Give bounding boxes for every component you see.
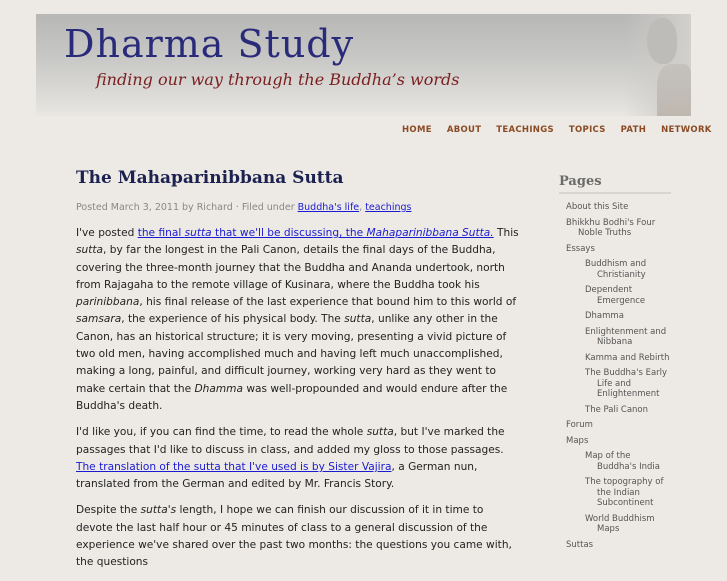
- post-title[interactable]: The Mahaparinibbana Sutta: [76, 168, 344, 188]
- page-link[interactable]: World Buddhism Maps: [585, 513, 655, 534]
- page-link[interactable]: Enlightenment and Nibbana: [585, 326, 667, 347]
- paragraph-2: [76, 424, 521, 493]
- sidebar: [559, 174, 671, 555]
- italic-term: sutta: [76, 244, 104, 257]
- text: , his final release of the last experience that bound him to this world of: [139, 296, 517, 309]
- text: , but I've marked the passages that I'd like to discuss in class, and added my gloss to those passages.: [76, 426, 505, 456]
- link-text-italic: Mahaparinibbana Sutta.: [366, 227, 494, 239]
- page-item-map-of-buddhas-india[interactable]: [559, 451, 671, 472]
- nav-home[interactable]: HOME: [402, 125, 432, 135]
- page-link[interactable]: Maps: [566, 435, 589, 446]
- italic-term: parinibbana: [76, 296, 140, 309]
- post-meta: [76, 202, 521, 213]
- page-link[interactable]: The Pali Canon: [585, 404, 649, 415]
- text: This: [493, 227, 519, 239]
- site-title[interactable]: Dharma Study: [64, 22, 355, 66]
- text: I've posted: [76, 227, 138, 239]
- text: I'd like you, if you can find the time, to read the whole: [76, 426, 367, 439]
- page-item-enlightenment-and-nibbana[interactable]: [559, 327, 671, 348]
- page-item-world-buddhism-maps[interactable]: [559, 514, 671, 535]
- translation-link[interactable]: The translation of the sutta that I've used is by Sister Vajira: [76, 460, 392, 473]
- text: , unlike any other in the Canon, has an historical structure; it is very moving, presenting a vivid picture of two old men, having accomplished much and having left much unaccomplished, making a long, painful, and difficult journey, working very hard as they went to make certain that the: [76, 313, 507, 395]
- text: was well-propounded and would endure after the Buddha's death.: [76, 382, 508, 412]
- link-text: the final: [137, 227, 185, 239]
- page-link[interactable]: The Buddha's Early Life and Enlightenment: [585, 368, 668, 399]
- italic-term: sutta's: [140, 504, 177, 517]
- text: , by far the longest in the Pali Canon, details the final days of the Buddha, covering the three-month journey that the Buddha and Ananda undertook, north from Rajagaha to the remote village of Kusinara, where the Buddha took his: [76, 244, 505, 291]
- nav-teachings[interactable]: TEACHINGS: [496, 125, 554, 135]
- page-item-kamma-and-rebirth[interactable]: [559, 353, 671, 364]
- nav-network[interactable]: NETWORK: [661, 125, 712, 135]
- page-item-pali-canon[interactable]: [559, 405, 671, 416]
- paragraph-1: [76, 225, 521, 415]
- page-link[interactable]: Suttas: [566, 539, 594, 550]
- buddha-head-shape: [647, 18, 677, 64]
- italic-term: samsara: [76, 313, 122, 326]
- page-item-dependent-emergence[interactable]: [559, 285, 671, 306]
- page-item-dhamma[interactable]: [559, 311, 671, 322]
- link-text-italic: sutta: [184, 227, 212, 239]
- sidebar-heading-pages: Pages: [559, 174, 671, 194]
- post-meta-text: Posted March 3, 2011 by Richard · Filed under: [76, 202, 298, 213]
- pages-list: [559, 202, 671, 550]
- page-link[interactable]: Bhikkhu Bodhi's Four Noble Truths: [566, 217, 656, 238]
- nav-path[interactable]: PATH: [620, 125, 647, 135]
- italic-term: sutta: [366, 426, 394, 439]
- italic-term: Dhamma: [194, 382, 243, 395]
- category-link-teachings[interactable]: teachings: [365, 202, 412, 213]
- nav-about[interactable]: ABOUT: [446, 125, 482, 135]
- meta-separator: ,: [359, 202, 366, 213]
- site-tagline: finding our way through the Buddha’s words: [96, 70, 460, 89]
- page-link[interactable]: Dependent Emergence: [585, 285, 646, 306]
- text: Despite the: [76, 504, 141, 517]
- page-link[interactable]: Kamma and Rebirth: [585, 352, 670, 363]
- buddha-body-shape: [657, 64, 691, 116]
- paragraph-3: [76, 502, 521, 571]
- italic-term: sutta: [344, 313, 372, 326]
- link-text: that we'll be discussing, the: [211, 227, 367, 239]
- category-link-buddhas-life[interactable]: Buddha's life: [297, 202, 360, 213]
- page-item-maps[interactable]: [559, 436, 671, 447]
- page-item-essays[interactable]: [559, 244, 671, 255]
- post-body: [76, 225, 521, 572]
- final-sutta-link[interactable]: [138, 227, 494, 239]
- page-link[interactable]: Map of the Buddha's India: [585, 451, 660, 472]
- text: , the experience of his physical body. The: [121, 313, 345, 326]
- page-item-buddhas-early-life[interactable]: [559, 368, 671, 400]
- page-link[interactable]: Buddhism and Christianity: [585, 259, 647, 280]
- page-link[interactable]: Dhamma: [585, 311, 624, 321]
- page-item-about-this-site[interactable]: [559, 202, 671, 213]
- page-link[interactable]: The topography of the Indian Subcontinent: [585, 477, 664, 508]
- main-nav: [402, 125, 727, 135]
- main-content: [76, 168, 521, 581]
- page-item-four-noble-truths[interactable]: [559, 218, 671, 239]
- page-item-buddhism-and-christianity[interactable]: [559, 259, 671, 280]
- page-link[interactable]: About this Site: [566, 202, 629, 212]
- page-item-topography-indian-subcontinent[interactable]: [559, 477, 671, 509]
- nav-topics[interactable]: TOPICS: [568, 125, 606, 135]
- page-link[interactable]: Forum: [566, 420, 593, 430]
- site-header-banner[interactable]: [36, 14, 691, 116]
- text: , a German nun, translated from the German and edited by Mr. Francis Story.: [76, 460, 478, 491]
- page-item-forum[interactable]: [559, 420, 671, 431]
- text: length, I hope we can finish our discussion of it in time to devote the last half hour or 45 minutes of class to a general discussion of the experience we've shared over the past two months: the questions you came with, the questions: [76, 504, 512, 569]
- buddha-statue-image: [623, 14, 691, 116]
- page-link[interactable]: Essays: [566, 243, 595, 254]
